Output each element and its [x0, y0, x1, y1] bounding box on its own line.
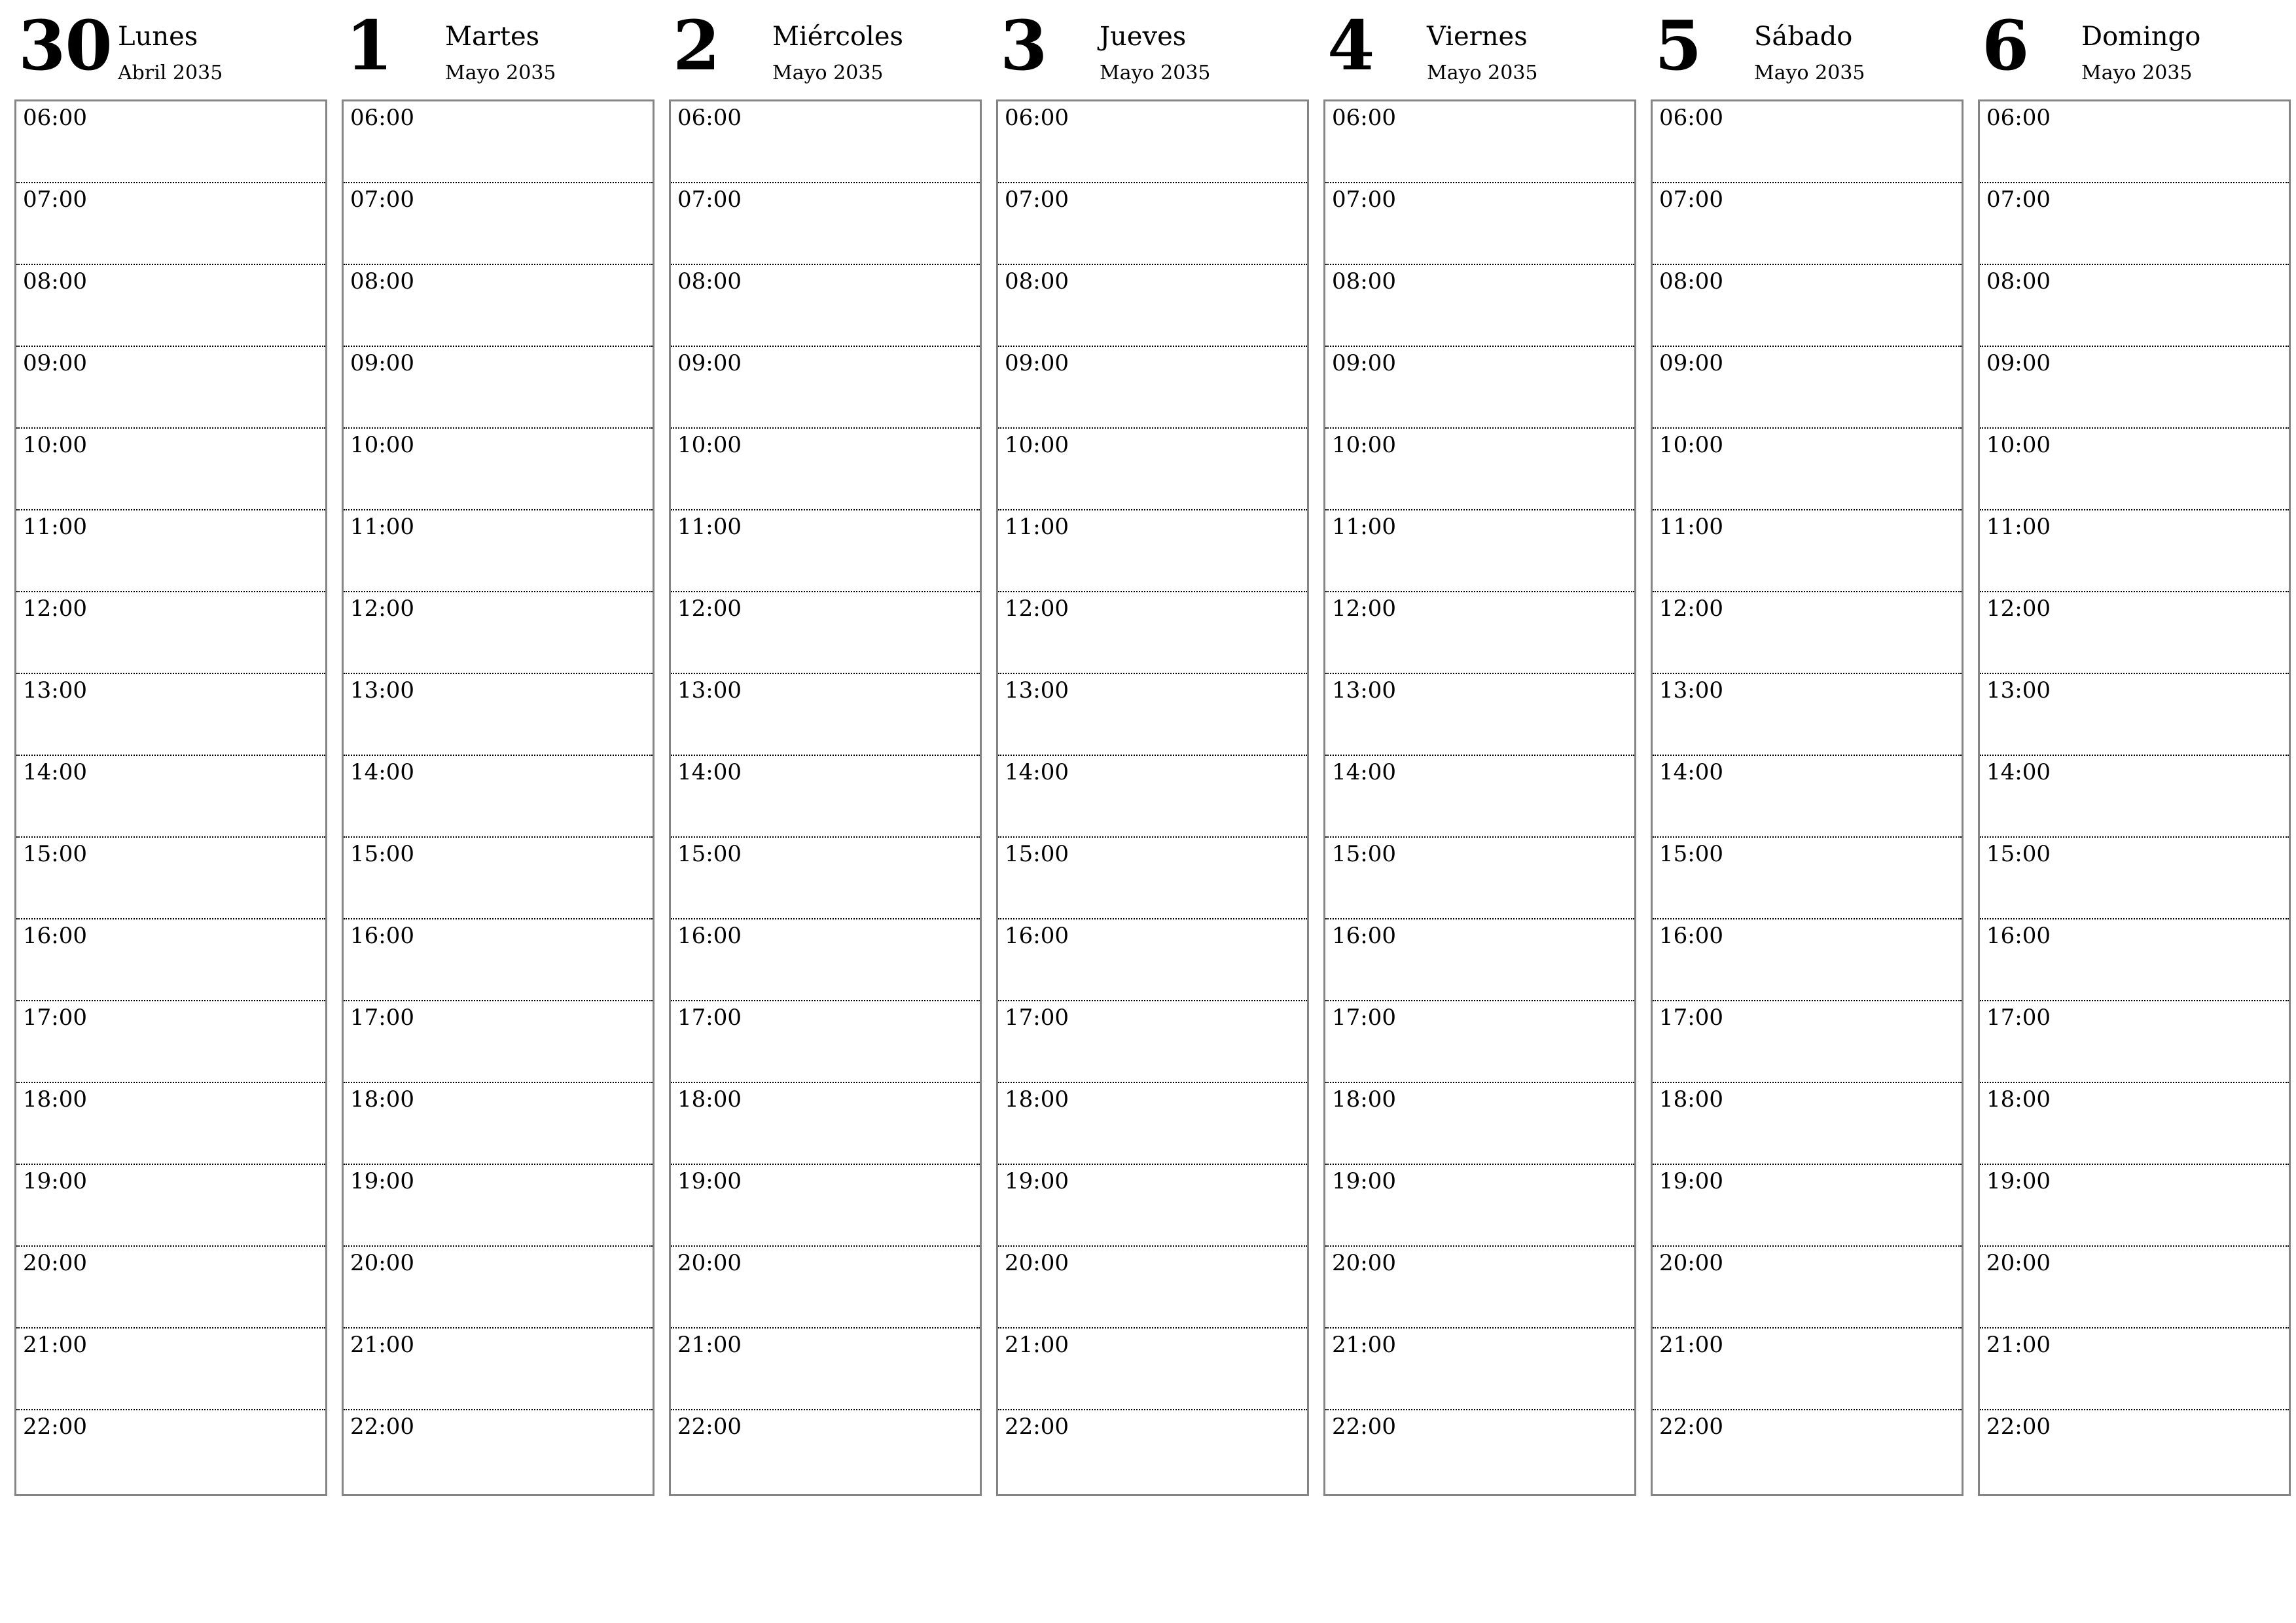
- hour-label: 09:00: [1005, 350, 1069, 376]
- hour-label: 08:00: [1986, 268, 2051, 294]
- hour-label: 12:00: [1332, 596, 1396, 622]
- hour-slot[interactable]: [1980, 101, 2289, 183]
- hour-slot[interactable]: [671, 101, 980, 183]
- hour-label: 19:00: [1659, 1168, 1723, 1194]
- hour-label: 16:00: [1986, 923, 2051, 949]
- hour-label: 08:00: [1005, 268, 1069, 294]
- hour-label: 13:00: [1986, 677, 2051, 704]
- hour-label: 20:00: [23, 1250, 87, 1276]
- hour-label: 09:00: [1332, 350, 1396, 376]
- hour-label: 11:00: [1986, 514, 2051, 540]
- hour-label: 15:00: [1005, 841, 1069, 867]
- hour-slots: [342, 99, 655, 1496]
- hour-slot[interactable]: [1980, 592, 2289, 674]
- hour-slot[interactable]: [671, 674, 980, 756]
- hour-label: 16:00: [677, 923, 742, 949]
- hour-slot[interactable]: [1653, 101, 1962, 183]
- hour-label: 15:00: [1659, 841, 1723, 867]
- hour-label: 17:00: [1332, 1005, 1396, 1031]
- hour-slot[interactable]: [1653, 183, 1962, 265]
- hour-slot[interactable]: [671, 919, 980, 1001]
- hour-slot[interactable]: [1980, 347, 2289, 429]
- hour-slot[interactable]: [1325, 183, 1634, 265]
- hour-slot[interactable]: [16, 592, 325, 674]
- hour-label: 09:00: [23, 350, 87, 376]
- hour-slot[interactable]: [1325, 347, 1634, 429]
- hour-slot[interactable]: [1325, 1329, 1634, 1410]
- hour-label: 06:00: [1986, 105, 2051, 131]
- hour-label: 17:00: [677, 1005, 742, 1031]
- hour-label: 07:00: [1332, 187, 1396, 213]
- hour-slot[interactable]: [1653, 838, 1962, 919]
- hour-label: 18:00: [1332, 1086, 1396, 1113]
- hour-slot[interactable]: [344, 674, 653, 756]
- hour-label: 17:00: [23, 1005, 87, 1031]
- hour-slot[interactable]: [998, 1165, 1307, 1247]
- hour-label: 19:00: [1986, 1168, 2051, 1194]
- hour-slot[interactable]: [16, 1329, 325, 1410]
- day-column-wednesday: [669, 0, 982, 1505]
- hour-label: 18:00: [677, 1086, 742, 1113]
- hour-label: 12:00: [1005, 596, 1069, 622]
- day-header: [1323, 0, 1636, 99]
- hour-slot[interactable]: [1980, 674, 2289, 756]
- hour-slot[interactable]: [344, 592, 653, 674]
- hour-slot[interactable]: [1653, 429, 1962, 510]
- hour-slot[interactable]: [671, 1329, 980, 1410]
- hour-slot[interactable]: [1653, 1083, 1962, 1165]
- hour-label: 21:00: [1986, 1332, 2051, 1358]
- hour-label: 07:00: [1986, 187, 2051, 213]
- hour-slot[interactable]: [1325, 429, 1634, 510]
- hour-label: 18:00: [1659, 1086, 1723, 1113]
- hour-slot[interactable]: [344, 1247, 653, 1329]
- hour-label: 07:00: [677, 187, 742, 213]
- hour-slot[interactable]: [344, 1410, 653, 1494]
- hour-slot[interactable]: [1980, 429, 2289, 510]
- hour-label: 06:00: [1005, 105, 1069, 131]
- hour-slot[interactable]: [344, 101, 653, 183]
- hour-label: 07:00: [1659, 187, 1723, 213]
- hour-label: 08:00: [1659, 268, 1723, 294]
- hour-slot[interactable]: [16, 756, 325, 838]
- hour-slot[interactable]: [998, 1410, 1307, 1494]
- hour-label: 14:00: [350, 759, 414, 785]
- day-number: 4: [1327, 5, 1374, 86]
- hour-label: 09:00: [1659, 350, 1723, 376]
- hour-slots: [996, 99, 1309, 1496]
- hour-label: 17:00: [1986, 1005, 2051, 1031]
- hour-slot[interactable]: [998, 1001, 1307, 1083]
- hour-slot[interactable]: [16, 510, 325, 592]
- hour-slots: [14, 99, 327, 1496]
- hour-label: 10:00: [1659, 432, 1723, 458]
- hour-slot[interactable]: [16, 1083, 325, 1165]
- hour-slot[interactable]: [16, 1410, 325, 1494]
- day-number: 30: [18, 5, 112, 86]
- hour-label: 09:00: [1986, 350, 2051, 376]
- hour-label: 12:00: [677, 596, 742, 622]
- hour-label: 10:00: [350, 432, 414, 458]
- weekly-planner: [14, 0, 2284, 1505]
- hour-slot[interactable]: [16, 1001, 325, 1083]
- hour-slots: [1323, 99, 1636, 1496]
- hour-slot[interactable]: [1653, 1410, 1962, 1494]
- hour-label: 09:00: [677, 350, 742, 376]
- hour-slot[interactable]: [16, 183, 325, 265]
- hour-label: 16:00: [1659, 923, 1723, 949]
- day-header: [1978, 0, 2291, 99]
- day-header: [996, 0, 1309, 99]
- hour-slot[interactable]: [1980, 1083, 2289, 1165]
- day-header: [669, 0, 982, 99]
- hour-slot[interactable]: [1653, 510, 1962, 592]
- hour-label: 13:00: [1659, 677, 1723, 704]
- hour-slot[interactable]: [1653, 1329, 1962, 1410]
- hour-slot[interactable]: [1980, 1410, 2289, 1494]
- hour-label: 11:00: [677, 514, 742, 540]
- month-year: Mayo 2035: [1754, 62, 1865, 84]
- hour-label: 22:00: [1986, 1414, 2051, 1440]
- hour-slot[interactable]: [1980, 919, 2289, 1001]
- hour-slot[interactable]: [1653, 1001, 1962, 1083]
- hour-slot[interactable]: [1653, 1165, 1962, 1247]
- hour-slot[interactable]: [671, 1247, 980, 1329]
- day-column-sunday: [1978, 0, 2291, 1505]
- month-year: Mayo 2035: [2081, 62, 2193, 84]
- hour-slot[interactable]: [16, 674, 325, 756]
- hour-label: 10:00: [677, 432, 742, 458]
- hour-label: 20:00: [1332, 1250, 1396, 1276]
- hour-slot[interactable]: [1325, 101, 1634, 183]
- hour-label: 07:00: [350, 187, 414, 213]
- hour-label: 13:00: [1332, 677, 1396, 704]
- hour-label: 18:00: [23, 1086, 87, 1113]
- month-year: Mayo 2035: [772, 62, 884, 84]
- hour-slot[interactable]: [344, 510, 653, 592]
- hour-slot[interactable]: [16, 101, 325, 183]
- hour-slot[interactable]: [998, 756, 1307, 838]
- hour-label: 16:00: [1005, 923, 1069, 949]
- hour-slot[interactable]: [1980, 510, 2289, 592]
- hour-label: 15:00: [23, 841, 87, 867]
- weekday-name: Miércoles: [772, 22, 904, 52]
- hour-slot[interactable]: [1653, 756, 1962, 838]
- hour-slot[interactable]: [1653, 674, 1962, 756]
- hour-label: 15:00: [1986, 841, 2051, 867]
- day-header: [14, 0, 327, 99]
- day-column-friday: [1323, 0, 1636, 1505]
- hour-label: 14:00: [1005, 759, 1069, 785]
- hour-label: 11:00: [350, 514, 414, 540]
- hour-slot[interactable]: [16, 347, 325, 429]
- hour-slot[interactable]: [1325, 265, 1634, 347]
- hour-label: 07:00: [1005, 187, 1069, 213]
- hour-slot[interactable]: [671, 838, 980, 919]
- hour-label: 06:00: [677, 105, 742, 131]
- hour-label: 09:00: [350, 350, 414, 376]
- hour-slot[interactable]: [344, 919, 653, 1001]
- hour-label: 11:00: [1332, 514, 1396, 540]
- hour-label: 08:00: [350, 268, 414, 294]
- hour-label: 22:00: [1005, 1414, 1069, 1440]
- hour-label: 10:00: [23, 432, 87, 458]
- hour-slot[interactable]: [1325, 510, 1634, 592]
- day-column-monday: [14, 0, 327, 1505]
- hour-label: 21:00: [1332, 1332, 1396, 1358]
- hour-label: 16:00: [1332, 923, 1396, 949]
- hour-slot[interactable]: [1653, 1247, 1962, 1329]
- hour-slot[interactable]: [1653, 265, 1962, 347]
- hour-slot[interactable]: [16, 1247, 325, 1329]
- hour-label: 16:00: [350, 923, 414, 949]
- hour-slot[interactable]: [671, 1001, 980, 1083]
- hour-label: 12:00: [1659, 596, 1723, 622]
- hour-label: 11:00: [1659, 514, 1723, 540]
- hour-slot[interactable]: [344, 429, 653, 510]
- weekday-name: Viernes: [1427, 22, 1528, 52]
- hour-label: 19:00: [23, 1168, 87, 1194]
- hour-label: 17:00: [350, 1005, 414, 1031]
- hour-label: 17:00: [1005, 1005, 1069, 1031]
- day-header: [1651, 0, 1964, 99]
- hour-label: 07:00: [23, 187, 87, 213]
- hour-label: 11:00: [23, 514, 87, 540]
- hour-slot[interactable]: [1325, 838, 1634, 919]
- hour-slot[interactable]: [671, 183, 980, 265]
- hour-label: 08:00: [23, 268, 87, 294]
- hour-label: 19:00: [1332, 1168, 1396, 1194]
- hour-label: 12:00: [1986, 596, 2051, 622]
- hour-slot[interactable]: [16, 265, 325, 347]
- weekday-name: Jueves: [1100, 22, 1187, 52]
- day-column-thursday: [996, 0, 1309, 1505]
- hour-slot[interactable]: [1325, 756, 1634, 838]
- hour-slots: [1978, 99, 2291, 1496]
- day-number: 2: [673, 5, 720, 86]
- hour-label: 19:00: [350, 1168, 414, 1194]
- hour-slot[interactable]: [344, 1083, 653, 1165]
- hour-label: 19:00: [677, 1168, 742, 1194]
- hour-label: 14:00: [1659, 759, 1723, 785]
- hour-label: 10:00: [1986, 432, 2051, 458]
- hour-label: 18:00: [1986, 1086, 2051, 1113]
- hour-label: 21:00: [1005, 1332, 1069, 1358]
- hour-label: 06:00: [1332, 105, 1396, 131]
- hour-slot[interactable]: [1325, 919, 1634, 1001]
- hour-slot[interactable]: [1325, 1083, 1634, 1165]
- day-column-saturday: [1651, 0, 1964, 1505]
- hour-label: 21:00: [23, 1332, 87, 1358]
- hour-label: 13:00: [350, 677, 414, 704]
- hour-label: 10:00: [1005, 432, 1069, 458]
- hour-slot[interactable]: [671, 429, 980, 510]
- hour-slot[interactable]: [998, 101, 1307, 183]
- hour-slot[interactable]: [671, 347, 980, 429]
- hour-label: 14:00: [1332, 759, 1396, 785]
- hour-slot[interactable]: [344, 265, 653, 347]
- hour-slot[interactable]: [16, 838, 325, 919]
- hour-label: 16:00: [23, 923, 87, 949]
- hour-slot[interactable]: [16, 919, 325, 1001]
- hour-slot[interactable]: [344, 1165, 653, 1247]
- hour-label: 20:00: [1005, 1250, 1069, 1276]
- month-year: Mayo 2035: [445, 62, 556, 84]
- weekday-name: Domingo: [2081, 22, 2201, 52]
- day-number: 3: [1000, 5, 1047, 86]
- weekday-name: Lunes: [118, 22, 198, 52]
- hour-slot[interactable]: [998, 347, 1307, 429]
- day-number: 5: [1655, 5, 1702, 86]
- day-column-tuesday: [342, 0, 655, 1505]
- hour-label: 18:00: [1005, 1086, 1069, 1113]
- hour-slot[interactable]: [344, 347, 653, 429]
- hour-label: 14:00: [1986, 759, 2051, 785]
- hour-label: 19:00: [1005, 1168, 1069, 1194]
- hour-slot[interactable]: [1325, 1410, 1634, 1494]
- hour-label: 08:00: [1332, 268, 1396, 294]
- day-number: 1: [346, 5, 393, 86]
- hour-slot[interactable]: [1980, 1247, 2289, 1329]
- hour-slot[interactable]: [998, 1247, 1307, 1329]
- hour-slot[interactable]: [1325, 1247, 1634, 1329]
- hour-slots: [669, 99, 982, 1496]
- hour-slot[interactable]: [1325, 592, 1634, 674]
- hour-slot[interactable]: [998, 674, 1307, 756]
- hour-slot[interactable]: [344, 756, 653, 838]
- hour-slot[interactable]: [998, 838, 1307, 919]
- hour-label: 10:00: [1332, 432, 1396, 458]
- hour-slot[interactable]: [344, 1001, 653, 1083]
- hour-slot[interactable]: [1653, 347, 1962, 429]
- hour-label: 13:00: [677, 677, 742, 704]
- hour-label: 06:00: [23, 105, 87, 131]
- hour-slot[interactable]: [671, 265, 980, 347]
- hour-label: 22:00: [350, 1414, 414, 1440]
- hour-label: 22:00: [1659, 1414, 1723, 1440]
- hour-slot[interactable]: [1325, 1001, 1634, 1083]
- hour-slot[interactable]: [998, 510, 1307, 592]
- hour-label: 08:00: [677, 268, 742, 294]
- day-header: [342, 0, 655, 99]
- hour-label: 06:00: [350, 105, 414, 131]
- hour-label: 22:00: [677, 1414, 742, 1440]
- hour-slot[interactable]: [998, 265, 1307, 347]
- day-number: 6: [1982, 5, 2029, 86]
- hour-label: 15:00: [350, 841, 414, 867]
- hour-label: 20:00: [677, 1250, 742, 1276]
- hour-label: 22:00: [23, 1414, 87, 1440]
- hour-label: 21:00: [1659, 1332, 1723, 1358]
- hour-label: 21:00: [677, 1332, 742, 1358]
- hour-label: 15:00: [677, 841, 742, 867]
- hour-slot[interactable]: [671, 756, 980, 838]
- hour-slot[interactable]: [16, 1165, 325, 1247]
- hour-label: 12:00: [350, 596, 414, 622]
- hour-slot[interactable]: [16, 429, 325, 510]
- hour-label: 20:00: [1659, 1250, 1723, 1276]
- hour-label: 12:00: [23, 596, 87, 622]
- hour-slot[interactable]: [998, 183, 1307, 265]
- hour-slot[interactable]: [1980, 1329, 2289, 1410]
- hour-slots: [1651, 99, 1964, 1496]
- hour-label: 22:00: [1332, 1414, 1396, 1440]
- weekday-name: Martes: [445, 22, 540, 52]
- hour-slot[interactable]: [1980, 183, 2289, 265]
- hour-label: 21:00: [350, 1332, 414, 1358]
- month-year: Mayo 2035: [1427, 62, 1538, 84]
- hour-slot[interactable]: [1980, 756, 2289, 838]
- hour-label: 20:00: [1986, 1250, 2051, 1276]
- hour-label: 14:00: [677, 759, 742, 785]
- hour-label: 11:00: [1005, 514, 1069, 540]
- hour-slot[interactable]: [671, 1165, 980, 1247]
- hour-label: 14:00: [23, 759, 87, 785]
- hour-slot[interactable]: [1325, 1165, 1634, 1247]
- hour-slot[interactable]: [1325, 674, 1634, 756]
- hour-slot[interactable]: [1980, 1165, 2289, 1247]
- hour-slot[interactable]: [998, 919, 1307, 1001]
- hour-slot[interactable]: [671, 1410, 980, 1494]
- hour-slot[interactable]: [344, 838, 653, 919]
- month-year: Abril 2035: [118, 62, 223, 84]
- hour-label: 13:00: [1005, 677, 1069, 704]
- hour-slot[interactable]: [344, 183, 653, 265]
- month-year: Mayo 2035: [1100, 62, 1211, 84]
- hour-slot[interactable]: [1653, 919, 1962, 1001]
- hour-label: 15:00: [1332, 841, 1396, 867]
- hour-slot[interactable]: [1653, 592, 1962, 674]
- hour-slot[interactable]: [671, 1083, 980, 1165]
- hour-slot[interactable]: [1980, 1001, 2289, 1083]
- hour-label: 18:00: [350, 1086, 414, 1113]
- hour-slot[interactable]: [998, 429, 1307, 510]
- hour-slot[interactable]: [344, 1329, 653, 1410]
- hour-slot[interactable]: [671, 592, 980, 674]
- hour-label: 20:00: [350, 1250, 414, 1276]
- hour-label: 06:00: [1659, 105, 1723, 131]
- hour-slot[interactable]: [1980, 838, 2289, 919]
- hour-label: 17:00: [1659, 1005, 1723, 1031]
- hour-label: 13:00: [23, 677, 87, 704]
- hour-slot[interactable]: [998, 1083, 1307, 1165]
- hour-slot[interactable]: [671, 510, 980, 592]
- hour-slot[interactable]: [998, 1329, 1307, 1410]
- hour-slot[interactable]: [998, 592, 1307, 674]
- weekday-name: Sábado: [1754, 22, 1853, 52]
- hour-slot[interactable]: [1980, 265, 2289, 347]
